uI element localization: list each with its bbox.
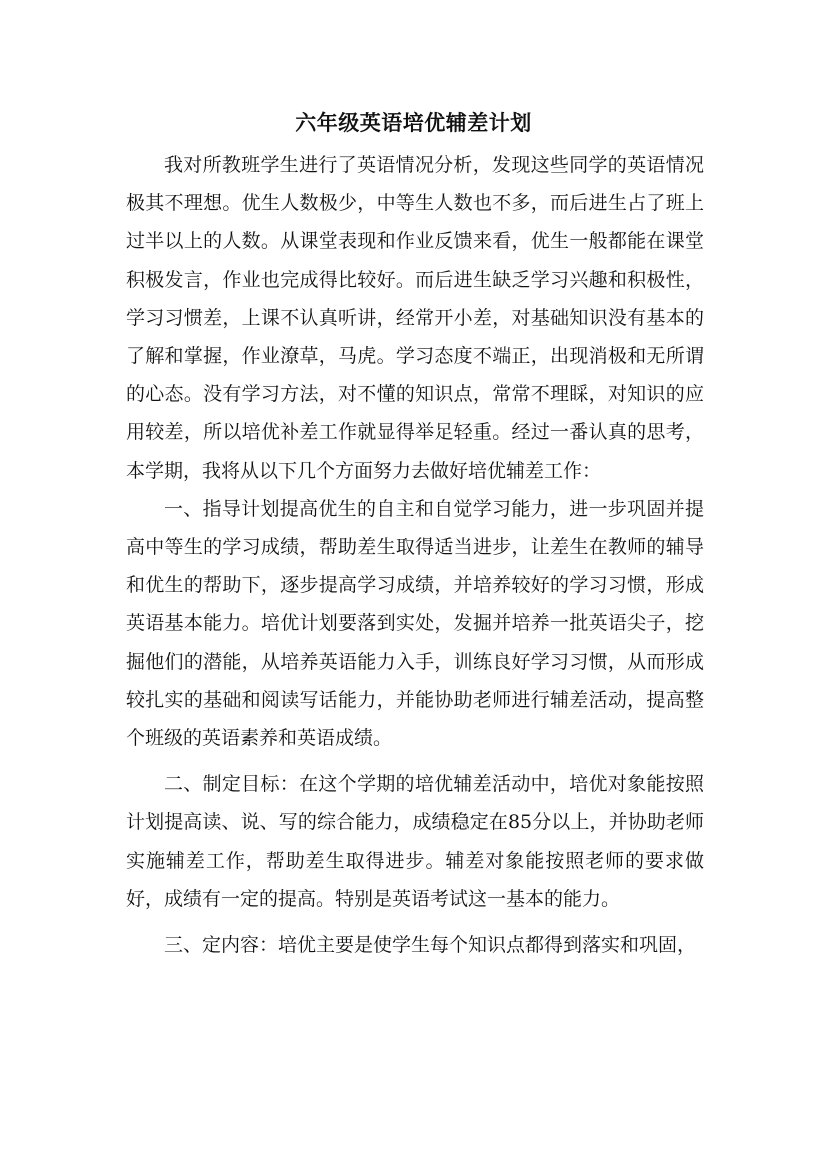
paragraph-intro: 我对所教班学生进行了英语情况分析，发现这些同学的英语情况极其不理想。优生人数极少，中等生人数也不多，而后进生占了班上过半以上的人数。从课堂表现和作业反馈来看，优生一般都能在课堂积极发言，作业也完成得比较好。而后进生缺乏学习兴趣和积极性，学习习惯差，上课不认真听讲，经常开小差，对基础知识没有基本的了解和掌握，作业潦草，马虎。学习态度不端正，出现消极和无所谓的心态。没有学习方法，对不懂的知识点，常常不理睬，对知识的应用较差，所以培优补差工作就显得举足轻重。经过一番认真的思考，本学期，我将从以下几个方面努力去做好培优辅差工作： bbox=[126, 154, 704, 482]
paragraph-point-three: 三、定内容：培优主要是使学生每个知识点都得到落实和巩固， bbox=[164, 934, 697, 957]
paragraph-point-two: 二、制定目标：在这个学期的培优辅差活动中，培优对象能按照计划提高读、说、写的综合能力，成绩稳定在85分以上，并协助老师实施辅差工作，帮助差生取得进步。辅差对象能按照老师的要求做好，成绩有一定的提高。特别是英语考试这一基本的能力。 bbox=[126, 773, 704, 910]
document-title: 六年级英语培优辅差计划 bbox=[295, 110, 532, 135]
paragraph-point-one: 一、指导计划提高优生的自主和自觉学习能力，进一步巩固并提高中等生的学习成绩，帮助差生取得适当进步，让差生在教师的辅导和优生的帮助下，逐步提高学习成绩，并培养较好的学习习惯，形成英语基本能力。培优计划要落到实处，发掘并培养一批英语尖子，挖掘他们的潜能，从培养英语能力入手，训练良好学习习惯，从而形成较扎实的基础和阅读写话能力，并能协助老师进行辅差活动，提高整个班级的英语素养和英语成绩。 bbox=[126, 497, 704, 750]
document-body bbox=[126, 146, 704, 964]
